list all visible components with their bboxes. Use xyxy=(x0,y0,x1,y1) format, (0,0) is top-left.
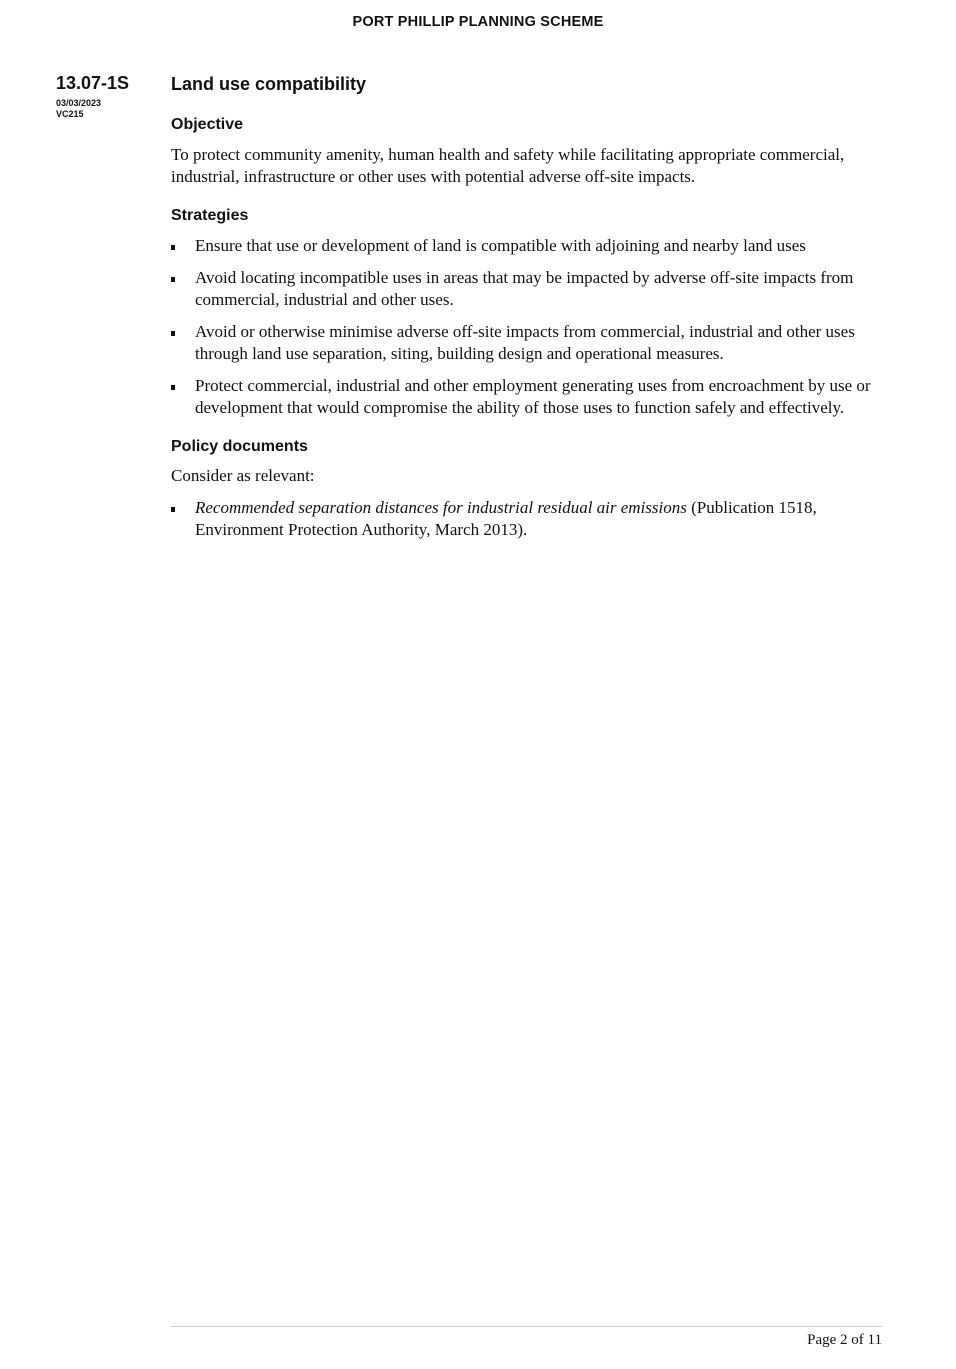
bullet-icon xyxy=(171,245,175,250)
clause-amendment: VC215 xyxy=(56,109,84,119)
footer-divider xyxy=(171,1326,882,1327)
objective-text: To protect community amenity, human health and safety while facilitating appropriate commercial, industrial, infrastructure or other uses with potential adverse off-site impacts. xyxy=(171,145,845,186)
policy-document-title: Recommended separation distances for industrial residual air emissions xyxy=(195,498,687,517)
strategy-text: Avoid locating incompatible uses in areas that may be impacted by adverse off-site impacts from commercial, industrial and other uses. xyxy=(195,268,854,309)
bullet-icon xyxy=(171,507,175,512)
clause-content xyxy=(171,73,886,541)
strategy-text: Avoid or otherwise minimise adverse off-site impacts from commercial, industrial and other uses through land use separation, siting, building design and operational measures. xyxy=(195,322,855,363)
clause-title: Land use compatibility xyxy=(171,74,367,94)
bullet-icon xyxy=(171,277,175,282)
list-item xyxy=(171,321,886,365)
policy-documents-heading: Policy documents xyxy=(171,438,308,455)
policy-documents-list xyxy=(171,497,886,541)
objective-heading: Objective xyxy=(171,116,244,133)
page-number: Page 2 of 11 xyxy=(807,1332,882,1348)
strategy-text: Protect commercial, industrial and other employment generating uses from encroachment by use or development that would compromise the ability of those uses to function safely and effectively. xyxy=(195,376,871,417)
strategy-text: Ensure that use or development of land is compatible with adjoining and nearby land uses xyxy=(195,236,806,255)
policy-document-details: (Publication 1518, Environment Protection Authority, March 2013). xyxy=(195,498,817,539)
bullet-icon xyxy=(171,331,175,336)
clause-date: 03/03/2023 xyxy=(56,98,102,108)
list-item xyxy=(171,235,886,257)
list-item xyxy=(171,375,886,419)
clause-number: 13.07-1S xyxy=(56,73,130,93)
bullet-icon xyxy=(171,385,175,390)
list-item xyxy=(171,267,886,311)
policy-intro: Consider as relevant: xyxy=(171,466,315,485)
strategies-heading: Strategies xyxy=(171,207,249,224)
running-header: PORT PHILLIP PLANNING SCHEME xyxy=(352,14,604,30)
strategies-list xyxy=(171,235,886,419)
list-item xyxy=(171,497,886,541)
